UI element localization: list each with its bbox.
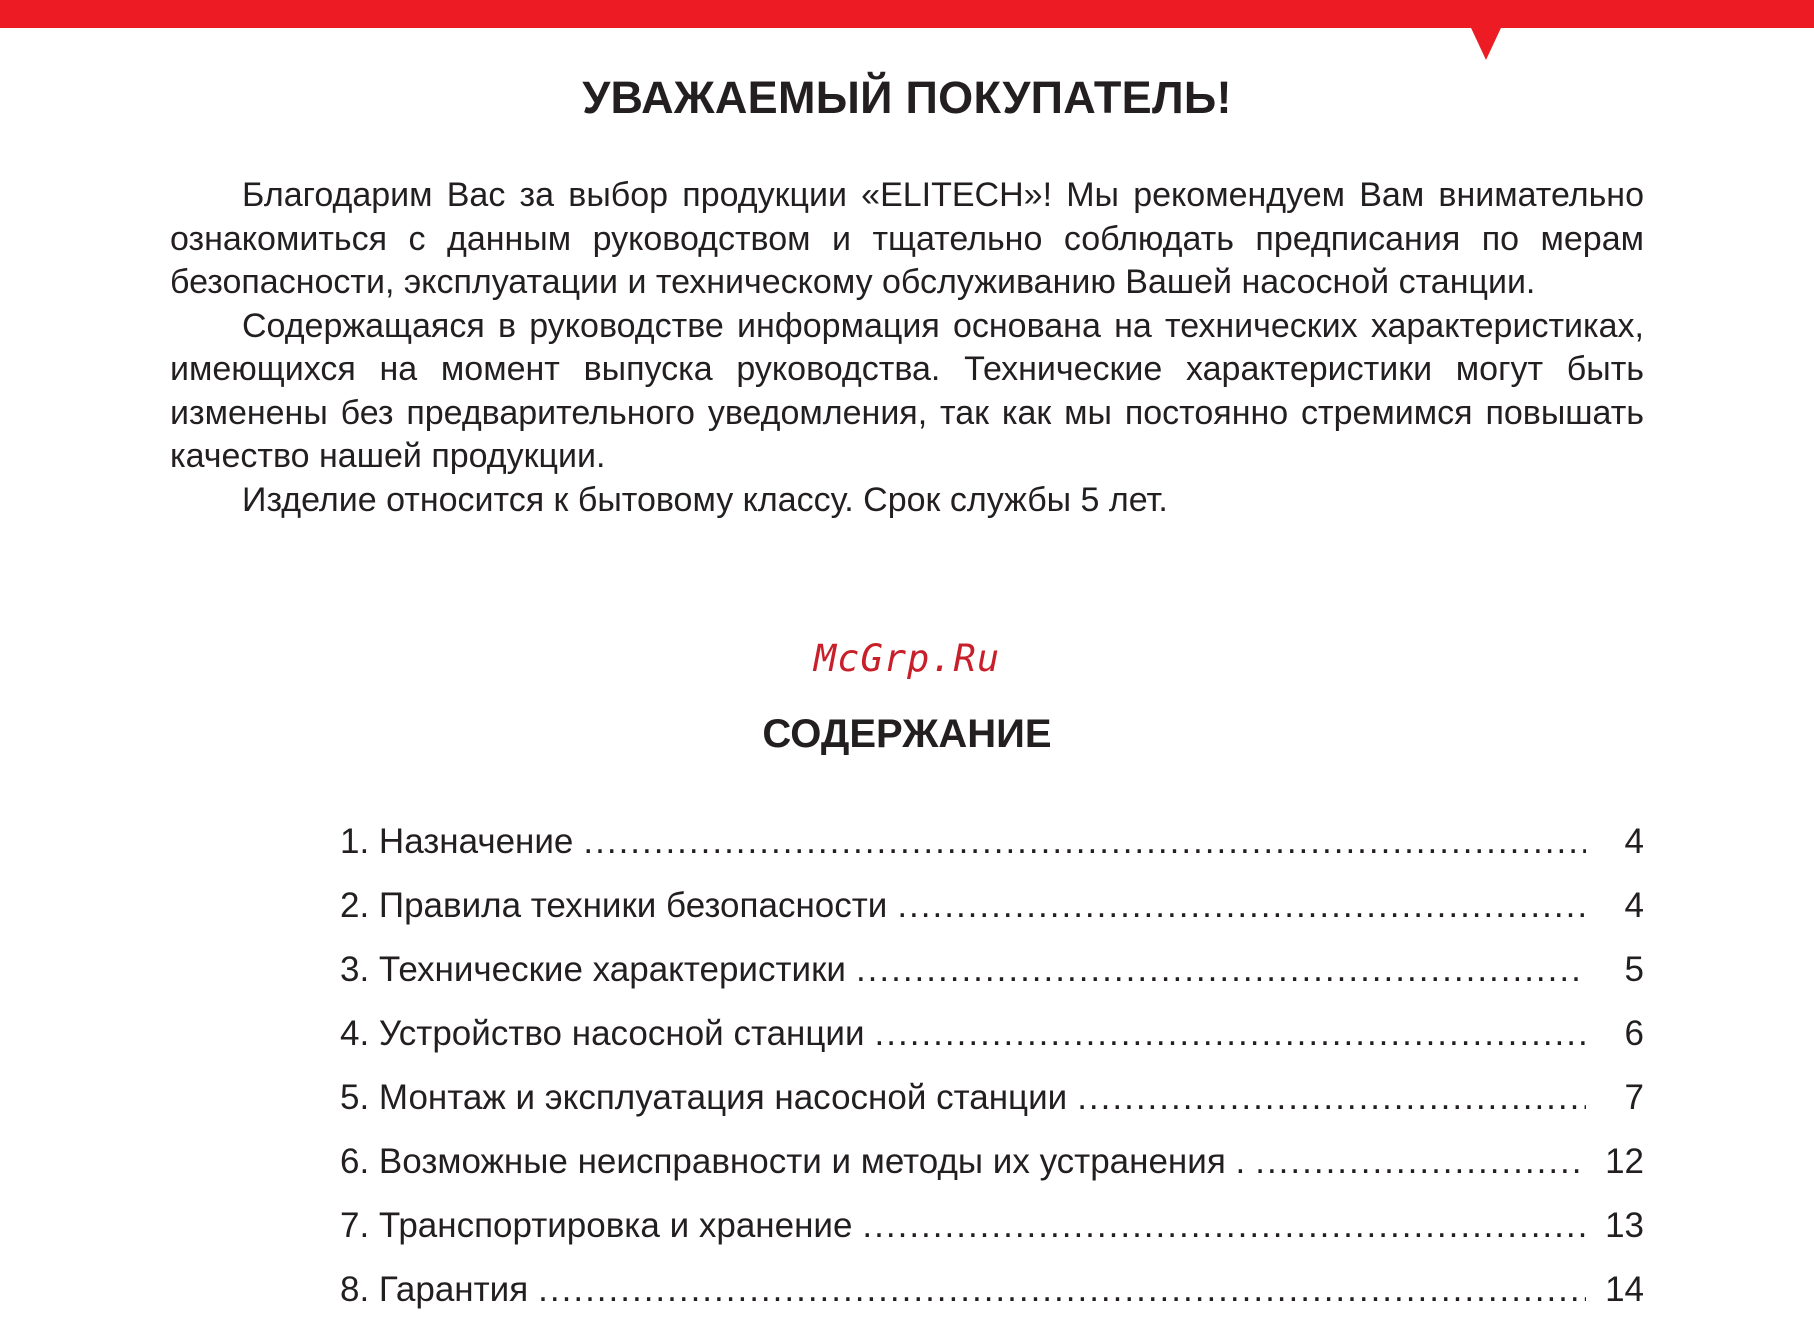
- top-notch-marker-icon: [0, 0, 1814, 70]
- toc-entry[interactable]: [340, 1206, 1644, 1270]
- toc-page-number: 4: [1624, 822, 1644, 861]
- intro-text: [170, 174, 1644, 522]
- toc-page-number: 6: [1624, 1014, 1644, 1053]
- toc-entry-label: 1. Назначение: [340, 822, 574, 861]
- toc-dot-leader: [1255, 1142, 1586, 1182]
- toc-dot-leader: [538, 1270, 1586, 1310]
- toc-page-number: 7: [1624, 1078, 1644, 1117]
- toc-page-number: 5: [1624, 950, 1644, 989]
- toc-heading: СОДЕРЖАНИЕ: [762, 712, 1052, 756]
- toc-dot-leader: [1077, 1078, 1586, 1118]
- toc-entry[interactable]: [340, 1078, 1644, 1142]
- toc-entry[interactable]: [340, 1142, 1644, 1206]
- toc-entry[interactable]: [340, 1270, 1644, 1334]
- toc-dot-leader: [875, 1014, 1586, 1054]
- notch-triangle: [1458, 0, 1514, 60]
- toc-dot-leader: [583, 822, 1586, 862]
- toc-entry[interactable]: [340, 886, 1644, 950]
- toc-dot-leader: [862, 1206, 1586, 1246]
- table-of-contents: [340, 822, 1644, 1334]
- toc-page-number: 13: [1605, 1206, 1644, 1245]
- toc-entry-label: 8. Гарантия: [340, 1270, 529, 1309]
- watermark-text: McGrp.Ru: [813, 637, 1001, 680]
- greeting-heading: УВАЖАЕМЫЙ ПОКУПАТЕЛЬ!: [582, 72, 1232, 123]
- toc-entry[interactable]: [340, 950, 1644, 1014]
- intro-paragraph: Благодарим Вас за выбор продукции «ELITECH»! Мы рекомендуем Вам внимательно ознакомиться с данным руководством и тщательно соблюдать предписания по мерам безопасности, эксплуатации и техническому обслуживанию Вашей насосной станции.: [170, 176, 1644, 301]
- toc-page-number: 12: [1605, 1142, 1644, 1181]
- toc-entry-label: 6. Возможные неисправности и методы их устранения .: [340, 1142, 1246, 1181]
- toc-entry[interactable]: [340, 1014, 1644, 1078]
- toc-page-number: 14: [1605, 1270, 1644, 1309]
- toc-entry-label: 7. Транспортировка и хранение: [340, 1206, 853, 1245]
- toc-entry-label: 3. Технические характеристики: [340, 950, 846, 989]
- toc-entry[interactable]: [340, 822, 1644, 886]
- intro-paragraph: Содержащаяся в руководстве информация основана на технических характеристиках, имеющихся на момент выпуска руководства. Технические характеристики могут быть изменены без предварительного уведомления, так как мы постоянно стремимся повышать качество нашей продукции.: [170, 306, 1644, 475]
- toc-page-number: 4: [1624, 886, 1644, 925]
- toc-dot-leader: [897, 886, 1586, 926]
- toc-entry-label: 5. Монтаж и эксплуатация насосной станции: [340, 1078, 1068, 1117]
- toc-dot-leader: [856, 950, 1586, 990]
- toc-entry-label: 4. Устройство насосной станции: [340, 1014, 865, 1053]
- intro-paragraph: Изделие относится к бытовому классу. Срок службы 5 лет.: [242, 480, 1168, 519]
- toc-entry-label: 2. Правила техники безопасности: [340, 886, 888, 925]
